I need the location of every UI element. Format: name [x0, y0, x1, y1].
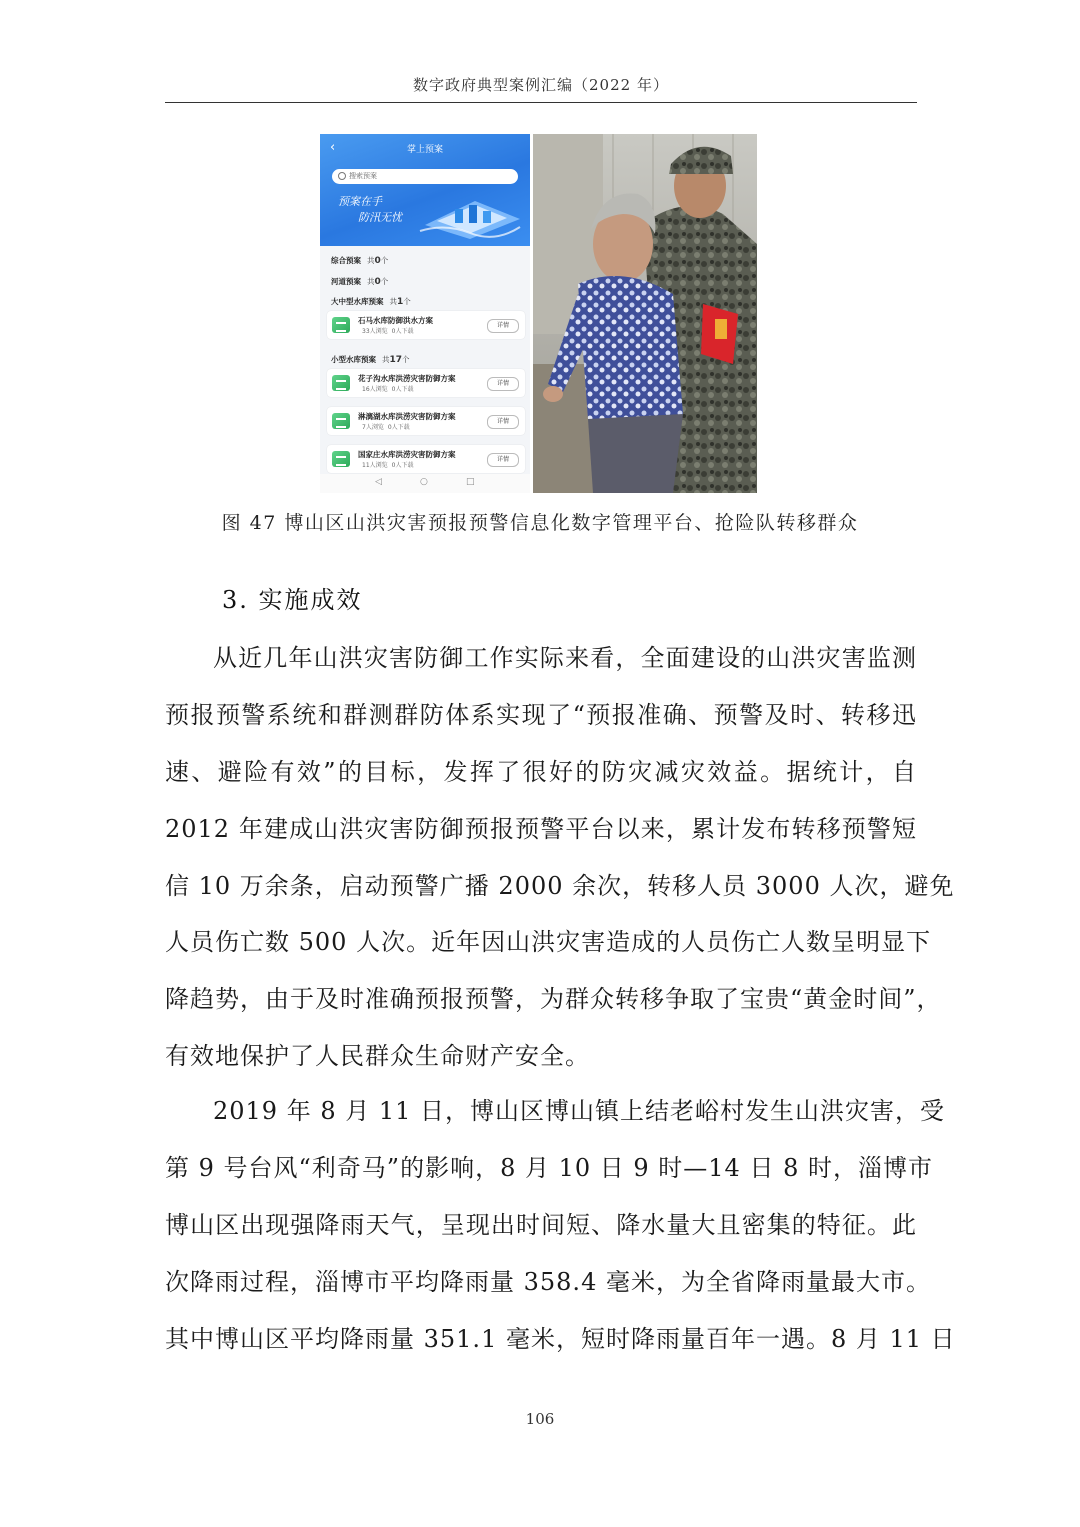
section-large-reservoir[interactable]	[331, 296, 411, 307]
chevron-left-icon[interactable]: ‹	[330, 140, 336, 155]
app-title: 掌上预案	[406, 145, 443, 155]
section-count: 共0个	[367, 277, 389, 287]
section-label: 大中型水库预案	[331, 297, 384, 306]
plan-name: 花子沟水库洪涝灾害防御方案	[358, 374, 456, 383]
nav-home-icon[interactable]: ○	[420, 477, 428, 487]
banner-slogan-line2: 防汛无忧	[358, 211, 402, 224]
text-line: 次降雨过程，淄博市平均降雨量 358.4 毫米，为全省降雨量最大市。	[165, 1267, 931, 1296]
section-comprehensive[interactable]	[331, 255, 388, 266]
text-line: 从近几年山洪灾害防御工作实际来看，全面建设的山洪灾害监测	[213, 644, 917, 672]
section-small-reservoir[interactable]	[331, 354, 410, 365]
search-icon	[338, 172, 346, 180]
text-line: 有效地保护了人民群众生命财产安全。	[165, 1042, 590, 1071]
paragraph-results	[165, 641, 955, 1096]
text-line: 人员伤亡数 500 人次。近年因山洪灾害造成的人员伤亡人数呈明显下	[165, 928, 932, 957]
section-label: 河道预案	[331, 277, 361, 286]
plan-list	[320, 246, 530, 493]
page-number: 106	[525, 1410, 555, 1428]
plan-stats: 33人浏览 0人下载	[362, 328, 414, 335]
plan-stats: 7人浏览 0人下载	[362, 424, 410, 431]
search-placeholder: 搜索预案	[349, 172, 377, 180]
section-river[interactable]	[331, 276, 388, 287]
plan-name: 石马水库防御洪水方案	[358, 316, 433, 325]
section-count: 共0个	[367, 256, 389, 266]
section-heading: 3. 实施成效	[222, 586, 363, 614]
rescue-photo	[533, 134, 757, 493]
details-button[interactable]: 详情	[487, 319, 519, 333]
nav-back-icon[interactable]: ◁	[375, 477, 382, 487]
plan-icon	[332, 317, 350, 333]
section-count: 共1个	[389, 297, 411, 307]
plan-card[interactable]	[327, 311, 525, 339]
android-nav-bar	[320, 474, 530, 493]
details-button[interactable]: 详情	[487, 377, 519, 391]
plan-icon	[332, 413, 350, 429]
section-label: 小型水库预案	[331, 355, 376, 364]
plan-stats: 11人浏览 0人下载	[362, 462, 414, 469]
plan-card[interactable]	[327, 369, 525, 397]
nav-recent-icon[interactable]: □	[466, 477, 475, 487]
section-count: 共17个	[382, 355, 410, 365]
plan-card[interactable]	[327, 445, 525, 473]
text-line: 2019 年 8 月 11 日，博山区博山镇上结老峪村发生山洪灾害，受	[213, 1097, 946, 1125]
search-input[interactable]	[332, 169, 518, 184]
figure-caption: 图 47 博山区山洪灾害预报预警信息化数字管理平台、抢险队转移群众	[221, 512, 859, 534]
plan-card[interactable]	[327, 407, 525, 435]
text-line: 第 9 号台风“利奇马”的影响，8 月 10 日 9 时—14 日 8 时，淄博市	[165, 1153, 933, 1182]
section-label: 综合预案	[331, 256, 361, 265]
text-line: 博山区出现强降雨天气，呈现出时间短、降水量大且密集的特征。此	[165, 1210, 917, 1239]
text-line: 其中博山区平均降雨量 351.1 毫米，短时降雨量百年一遇。8 月 11 日	[165, 1324, 956, 1353]
text-line: 降趋势，由于及时准确预报预警，为群众转移争取了宝贵“黄金时间”，	[165, 985, 942, 1014]
plan-icon	[332, 451, 350, 467]
running-header: 数字政府典型案例汇编（2022 年）	[165, 74, 917, 103]
text-line: 预报预警系统和群测群防体系实现了“预报准确、预警及时、转移迅	[165, 700, 917, 729]
plan-name: 淋漓湖水库洪涝灾害防御方案	[358, 412, 456, 421]
phone-screenshot	[320, 134, 530, 493]
figure-47	[320, 134, 757, 493]
paragraph-case	[165, 1094, 956, 1378]
details-button[interactable]: 详情	[487, 415, 519, 429]
banner-slogan-line1: 预案在手	[338, 195, 382, 208]
text-line: 信 10 万余条，启动预警广播 2000 余次，转移人员 3000 人次，避免	[165, 871, 955, 900]
app-header	[320, 134, 530, 246]
plan-stats: 16人浏览 0人下载	[362, 386, 414, 393]
plan-name: 国家庄水库洪涝灾害防御方案	[358, 450, 456, 459]
banner-illustration	[415, 189, 525, 241]
details-button[interactable]: 详情	[487, 453, 519, 467]
plan-icon	[332, 375, 350, 391]
text-line: 2012 年建成山洪灾害防御预报预警平台以来，累计发布转移预警短	[165, 814, 917, 843]
text-line: 速、避险有效”的目标，发挥了很好的防灾减灾效益。据统计，自	[165, 757, 917, 786]
